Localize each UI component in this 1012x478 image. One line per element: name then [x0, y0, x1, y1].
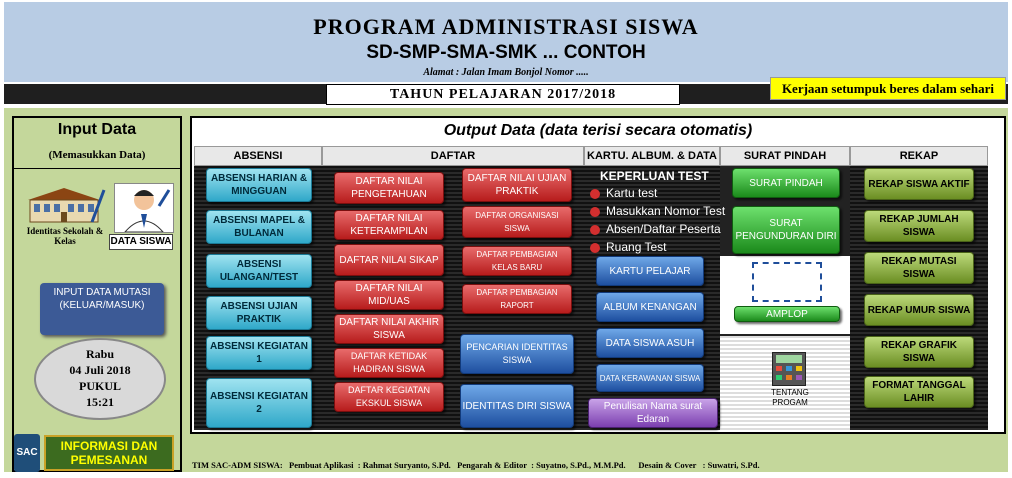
col-kartu: KARTU. ALBUM. & DATA: [584, 146, 720, 166]
keperluan-item-kartu[interactable]: Kartu test: [590, 184, 657, 202]
surat-pindah-button[interactable]: SURAT PINDAH: [732, 168, 840, 198]
daftar-nilai-keterampilan-button[interactable]: DAFTAR NILAI KETERAMPILAN: [334, 210, 444, 240]
bullet-icon: [590, 243, 600, 253]
absensi-kegiatan1-button[interactable]: ABSENSI KEGIATAN 1: [206, 336, 312, 370]
daftar-nilai-pengetahuan-button[interactable]: DAFTAR NILAI PENGETAHUAN: [334, 172, 444, 204]
daftar-nilai-ujian-praktik-button[interactable]: DAFTAR NILAI UJIAN PRAKTIK: [462, 168, 572, 202]
daftar-nilai-akhir-button[interactable]: DAFTAR NILAI AKHIR SISWA: [334, 314, 444, 344]
envelope-icon[interactable]: [752, 262, 822, 302]
amplop-button[interactable]: AMPLOP: [734, 306, 840, 322]
divider: [14, 168, 180, 169]
tentang-program-label[interactable]: TENTANG PROGAM: [771, 388, 809, 407]
app-title: PROGRAM ADMINISTRASI SISWA: [313, 14, 699, 39]
absensi-harian-button[interactable]: ABSENSI HARIAN & MINGGUAN: [206, 168, 312, 202]
penulisan-nama-button[interactable]: Penulisan Nama surat Edaran: [588, 398, 718, 428]
rekap-umur-button[interactable]: REKAP UMUR SISWA: [864, 294, 974, 326]
pencarian-identitas-button[interactable]: PENCARIAN IDENTITAS SISWA: [460, 334, 574, 374]
absensi-kegiatan2-button[interactable]: ABSENSI KEGIATAN 2: [206, 378, 312, 428]
daftar-nilai-mid-uas-button[interactable]: DAFTAR NILAI MID/UAS: [334, 280, 444, 310]
output-title: Output Data (data terisi secara otomatis): [443, 122, 753, 139]
absensi-ujian-praktik-button[interactable]: ABSENSI UJIAN PRAKTIK: [206, 296, 312, 330]
school-identity-label: Identitas Sekolah & Kelas: [26, 226, 104, 246]
album-kenangan-button[interactable]: ALBUM KENANGAN: [596, 292, 704, 322]
rekap-mutasi-button[interactable]: REKAP MUTASI SISWA: [864, 252, 974, 284]
daftar-pembagian-kelas-button[interactable]: DAFTAR PEMBAGIAN KELAS BARU: [462, 246, 572, 276]
school-address: Alamat : Jalan Imam Bonjol Nomor .....: [423, 67, 589, 78]
slogan-badge: Kerjaan setumpuk beres dalam sehari: [770, 77, 1006, 100]
bullet-icon: [590, 225, 600, 235]
col-rekap: REKAP: [850, 146, 988, 166]
daftar-nilai-sikap-button[interactable]: DAFTAR NILAI SIKAP: [334, 244, 444, 276]
time-label: 15:21: [86, 395, 114, 409]
bullet-icon: [590, 207, 600, 217]
daftar-pembagian-raport-button[interactable]: DAFTAR PEMBAGIAN RAPORT: [462, 284, 572, 314]
credits-line: TIM SAC-ADM SISWA: Pembuat Aplikasi : Rahmat Suryanto, S.Pd. Pengarah & Editor : Suyatno, S.Pd., M.M.Pd. Desain & Cover : Suwatri, S.Pd.: [192, 460, 760, 470]
col-absensi: ABSENSI: [194, 146, 322, 166]
daftar-ketidakhadiran-button[interactable]: DAFTAR KETIDAK HADIRAN SISWA: [334, 348, 444, 378]
rekap-grafik-button[interactable]: REKAP GRAFIK SISWA: [864, 336, 974, 368]
data-siswa-button[interactable]: DATA SISWA: [109, 234, 173, 250]
school-subtitle: SD-SMP-SMA-SMK ... CONTOH: [366, 42, 646, 63]
pukul-label: PUKUL: [79, 379, 121, 393]
keperluan-test-title: KEPERLUAN TEST: [600, 169, 709, 183]
school-building-icon: [24, 186, 106, 226]
day-label: Rabu: [85, 347, 114, 361]
bullet-icon: [590, 189, 600, 199]
date-label: 04 Juli 2018: [69, 363, 131, 377]
data-kerawanan-button[interactable]: DATA KERAWANAN SISWA: [596, 364, 704, 392]
date-clock: [34, 338, 166, 420]
format-tanggal-lahir-button[interactable]: FORMAT TANGGAL LAHIR: [864, 376, 974, 408]
rekap-jumlah-button[interactable]: REKAP JUMLAH SISWA: [864, 210, 974, 242]
student-avatar-icon[interactable]: [114, 183, 174, 233]
input-subtitle: (Memasukkan Data): [48, 149, 146, 161]
calculator-icon[interactable]: [772, 352, 806, 386]
input-mutasi-button[interactable]: INPUT DATA MUTASI (KELUAR/MASUK): [40, 283, 164, 335]
absensi-mapel-button[interactable]: ABSENSI MAPEL & BULANAN: [206, 210, 312, 244]
absensi-ulangan-button[interactable]: ABSENSI ULANGAN/TEST: [206, 254, 312, 288]
surat-pengunduran-button[interactable]: SURAT PENGUNDURAN DIRI: [732, 206, 840, 254]
academic-year: TAHUN PELAJARAN 2017/2018: [326, 84, 680, 105]
col-daftar: DAFTAR: [322, 146, 584, 166]
daftar-ekskul-button[interactable]: DAFTAR KEGIATAN EKSKUL SISWA: [334, 382, 444, 412]
rekap-aktif-button[interactable]: REKAP SISWA AKTIF: [864, 168, 974, 200]
keperluan-item-ruang[interactable]: Ruang Test: [590, 238, 667, 256]
school-identity-button[interactable]: [24, 186, 106, 226]
keperluan-item-nomor[interactable]: Masukkan Nomor Test: [590, 202, 725, 220]
identitas-diri-button[interactable]: IDENTITAS DIRI SISWA: [460, 384, 574, 428]
keperluan-item-absen[interactable]: Absen/Daftar Peserta: [590, 220, 721, 238]
sac-logo: SAC: [14, 434, 40, 472]
info-order-button[interactable]: INFORMASI DAN PEMESANAN: [44, 435, 174, 471]
col-surat: SURAT PINDAH: [720, 146, 850, 166]
input-title: Input Data: [57, 121, 137, 138]
daftar-organisasi-button[interactable]: DAFTAR ORGANISASI SISWA: [462, 206, 572, 238]
data-siswa-asuh-button[interactable]: DATA SISWA ASUH: [596, 328, 704, 358]
kartu-pelajar-button[interactable]: KARTU PELAJAR: [596, 256, 704, 286]
